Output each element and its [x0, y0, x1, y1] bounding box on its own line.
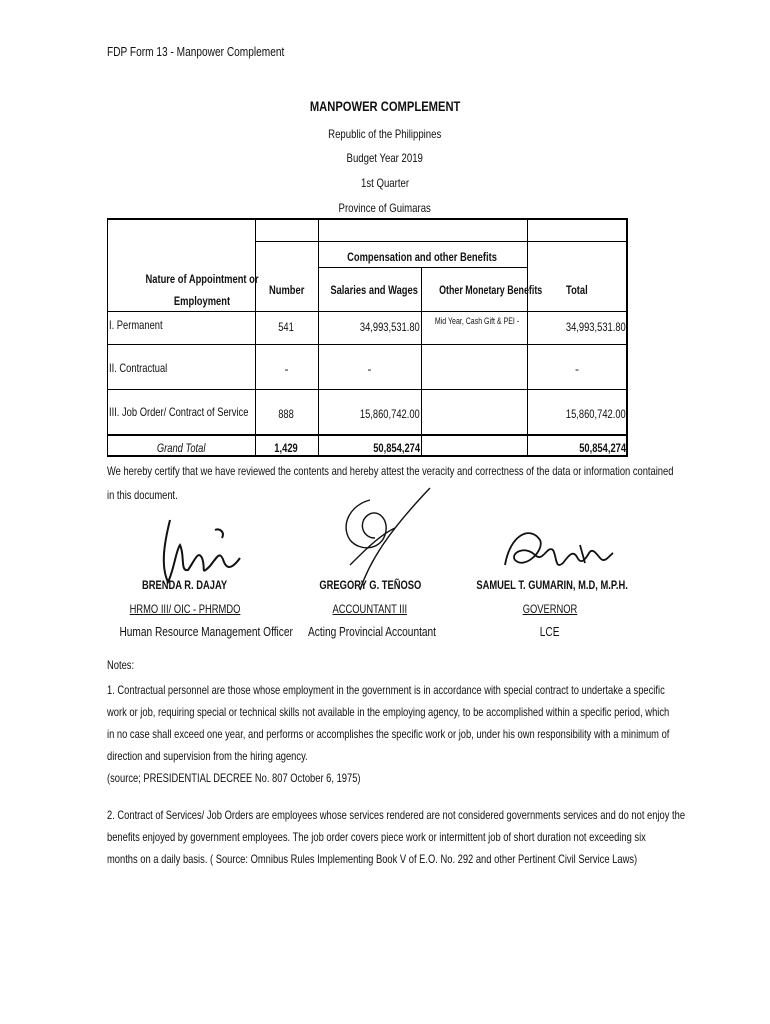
signatory-2-position-row: [290, 600, 450, 618]
signatory-1-role-row: [95, 623, 300, 641]
grand-total-total-text: 50,854,274: [579, 441, 626, 455]
note-1-line: 1. Contractual personnel are those whose employment in the government is in accordance with special contract to undertake a specific: [107, 683, 665, 697]
row-permanent-nature: I. Permanent: [109, 318, 163, 332]
table-line: [255, 241, 627, 242]
row-joborder-total: [527, 405, 626, 423]
row-contractual-salaries-text: -: [367, 362, 372, 376]
note-1-line: in no case shall exceed one year, and performs or accomplishes the specific work or job, under his own responsibility with a minimum of: [107, 727, 670, 741]
signatory-1-role: Human Resource Management Officer: [119, 624, 293, 639]
header-other: [421, 281, 543, 299]
table-line: [107, 389, 627, 390]
signatory-1-position: HRMO III/ OIC - PHRMDO: [129, 602, 241, 616]
note-1-line: direction and supervision from the hiring agency.: [107, 749, 308, 763]
table-line: [107, 344, 627, 345]
header-total-text: Total: [566, 283, 588, 297]
table-right-border: [626, 218, 628, 457]
signatory-3-role-row: [455, 623, 645, 641]
signatory-3-name: SAMUEL T. GUMARIN, M.D, M.P.H.: [476, 578, 628, 592]
row-joborder-number: [255, 405, 318, 423]
grand-total-number: [255, 439, 318, 457]
budget-year-text: Budget Year 2019: [346, 151, 424, 165]
table-line: [318, 267, 527, 268]
header-salaries: [318, 281, 421, 299]
row-contractual-total-text: -: [575, 362, 579, 376]
signatory-2: [290, 576, 450, 594]
header-number-text: Number: [268, 283, 305, 297]
row-contractual-nature: II. Contractual: [109, 361, 168, 375]
signatory-3-role: LCE: [540, 624, 560, 639]
row-contractual-number-text: -: [284, 362, 289, 376]
row-joborder-total-text: 15,860,742.00: [566, 407, 626, 421]
signatory-1-name: BRENDA R. DAJAY: [142, 578, 228, 592]
table-top-border: [107, 218, 627, 220]
signatory-2-position: ACCOUNTANT III: [332, 602, 408, 616]
quarter-row: [0, 174, 770, 192]
signatory-2-name: GREGORY G. TEÑOSO: [319, 578, 421, 592]
signatory-1-position-row: [95, 600, 275, 618]
row-contractual-number: [255, 360, 318, 378]
report-header: [0, 98, 770, 116]
note-2-line: 2. Contract of Services/ Job Orders are employees whose services rendered are not considered governments services and do not enjoy the: [107, 808, 686, 822]
certification-line2: in this document.: [107, 488, 178, 502]
row-permanent-total-text: 34,993,531.80: [566, 320, 626, 334]
republic-text: Republic of the Philippines: [328, 127, 442, 141]
header-nature: [107, 268, 259, 312]
row-permanent-number-text: 541: [278, 320, 295, 334]
header-other-text: Other Monetary Benefits: [439, 283, 543, 297]
grand-total-number-text: 1,429: [274, 441, 299, 455]
row-joborder-number-text: 888: [278, 407, 295, 421]
table-left-border: [107, 218, 108, 457]
header-number: [255, 281, 318, 299]
signatory-2-role: Acting Provincial Accountant: [308, 624, 437, 639]
budget-year-row: [0, 149, 770, 167]
header-comp-group-text: Compensation and other Benefits: [347, 250, 498, 264]
header-comp-group: [318, 248, 527, 266]
grand-total-salaries: [318, 439, 420, 457]
republic-row: [0, 125, 770, 143]
row-permanent-total: [527, 318, 626, 336]
grand-total-total: [527, 439, 626, 457]
row-permanent-other-text: Mid Year, Cash Gift & PEI -: [434, 316, 520, 326]
grand-total-label: [107, 439, 255, 457]
table-line: [107, 434, 627, 436]
notes-heading: Notes:: [107, 658, 135, 672]
row-joborder-salaries-text: 15,860,742.00: [360, 407, 420, 421]
row-contractual-salaries: [318, 360, 421, 378]
note-2-line: benefits enjoyed by government employees. The job order covers piece work or intermittent job of short duration not exceeding six: [107, 830, 646, 844]
header-total: [527, 281, 627, 299]
note-1-line: work or job, requiring special or technical skills not available in the employing agency, to be accomplished within a specific period, which: [107, 705, 670, 719]
signatory-3-position: GOVERNOR: [522, 602, 578, 616]
row-permanent-number: [255, 318, 318, 336]
grand-total-label-text: Grand Total: [156, 441, 206, 455]
signatory-3-position-row: [455, 600, 645, 618]
header-nature-text: Nature of Appointment or Employment: [145, 272, 259, 308]
signatory-2-role-row: [290, 623, 450, 641]
row-joborder-nature: III. Job Order/ Contract of Service: [109, 405, 249, 419]
report-title: MANPOWER COMPLEMENT: [309, 98, 461, 114]
signatory-3: [455, 576, 645, 594]
signatory-1: [95, 576, 275, 594]
note-1-source: (source; PRESIDENTIAL DECREE No. 807 October 6, 1975): [107, 771, 361, 785]
province-row: [0, 199, 770, 217]
header-salaries-text: Salaries and Wages: [330, 283, 418, 297]
grand-total-salaries-text: 50,854,274: [373, 441, 420, 455]
row-permanent-salaries: [318, 318, 420, 336]
row-permanent-other: [423, 311, 526, 329]
note-2-line: months on a daily basis. ( Source: Omnibus Rules Implementing Book V of E.O. No. 292 and other Pertinent Civil Service Laws): [107, 852, 638, 866]
quarter-text: 1st Quarter: [360, 176, 410, 190]
certification-line1: We hereby certify that we have reviewed the contents and hereby attest the veracity and correctness of the data or information contained: [107, 464, 674, 478]
form-label: FDP Form 13 - Manpower Complement: [107, 44, 285, 59]
row-contractual-total: [527, 360, 627, 378]
row-permanent-salaries-text: 34,993,531.80: [360, 320, 420, 334]
province-text: Province of Guimaras: [338, 201, 432, 215]
row-joborder-salaries: [318, 405, 420, 423]
